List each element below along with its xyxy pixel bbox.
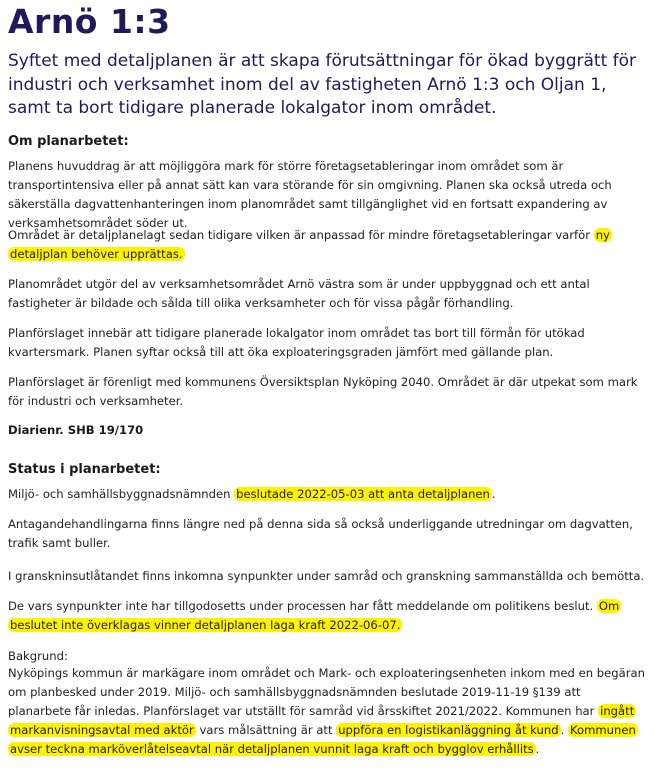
background-text-d: . <box>535 742 540 756</box>
about-paragraph-2-text: Området är detaljplanelagt sedan tidigare vilken är anpassad för mindre företagsetableringar varför <box>8 228 594 242</box>
status-4-text: De vars synpunkter inte har tillgodosetts under processen har fått meddelande om politikens beslut. <box>8 599 597 613</box>
status-paragraph-1 <box>8 485 646 504</box>
background-text-c: . <box>560 723 568 737</box>
page-title: Arnö 1:3 <box>8 2 171 41</box>
about-paragraph-2 <box>8 226 646 264</box>
highlight-logistics-facility: uppföra en logistikanläggning åt kund <box>338 723 559 737</box>
lead-paragraph: Syftet med detaljplanen är att skapa förutsättningar för ökad byggrätt för industri och verksamhet inom del av fastigheten Arnö 1:3 och Oljan 1, samt ta bort tidigare planerade lokalgator inom området. <box>8 51 637 118</box>
highlight-land-allocation: ingått markanvisningsavtal med aktör <box>10 704 635 737</box>
highlight-land-transfer: Kommunen avser teckna marköverlåtelseavtal när detaljplanen vunnit laga kraft och bygglov erhållits <box>10 723 636 756</box>
status-paragraph-2: Antagandehandlingarna finns längre ned på denna sida så också underliggande utredningar om dagvatten, trafik samt buller. <box>8 517 633 550</box>
status-1-end: . <box>491 487 496 501</box>
about-paragraph-3: Planområdet utgör del av verksamhetsområdet Arnö västra som är under uppbyggnad och ett antal fastigheter är bildade och sålda till olika verksamheter och för vissa pågår förhandling. <box>8 277 590 310</box>
background-text-b: vars målsättning är att <box>195 723 337 737</box>
background-paragraph <box>8 664 646 759</box>
status-1-text: Miljö- och samhällsbyggnadsnämnden <box>8 487 235 501</box>
about-paragraph-4: Planförslaget innebär att tidigare planerade lokalgator inom området tas bort till förmån för utökad kvartersmark. Planen syftar också till att öka exploateringsgraden jämfört med gällande plan. <box>8 326 585 359</box>
about-paragraph-5: Planförslaget är förenligt med kommunens Översiktsplan Nyköping 2040. Området är där utpekat som mark för industri och verksamheter. <box>8 375 638 408</box>
background-label: Bakgrund: <box>8 649 68 663</box>
status-heading: Status i planarbetet: <box>8 462 161 477</box>
background-text-a: Nyköpings kommun är markägare inom området och Mark- och exploateringsenheten inkom med en begäran om planbesked under 2019. Miljö- och samhällsbyggnadsnämnden beslutade 2019-11-19 §139 att planarbete får inledas. Planförslaget var utställt för samråd vid årsskiftet 2021/2022. Kommunen har <box>8 666 645 718</box>
about-heading: Om planarbetet: <box>8 134 129 149</box>
status-paragraph-3: I granskninsutlåtandet finns inkomna synpunkter under samråd och granskning sammanställda och bemötta. <box>8 569 645 583</box>
status-paragraph-4 <box>8 597 646 635</box>
about-paragraph-1: Planens huvuddrag är att möjliggöra mark för större företagsetableringar inom området som är transportintensiva eller på annat sätt kan vara störande för sin omgivning. Planen ska också utreda och säkerställa dagvattenhanteringen inom planområdet samt tillgänglighet vid en fortsatt expandering av verksamhetsområdet söder ut. <box>8 159 612 230</box>
diarienr: Diarienr. SHB 19/170 <box>8 423 144 437</box>
highlight-new-plan: ny detaljplan behöver upprättas. <box>10 228 610 261</box>
highlight-adoption-decision: beslutade 2022-05-03 att anta detaljplanen <box>236 487 490 501</box>
highlight-legal-force: Om beslutet inte överklagas vinner detaljplanen laga kraft 2022-06-07. <box>10 599 620 632</box>
